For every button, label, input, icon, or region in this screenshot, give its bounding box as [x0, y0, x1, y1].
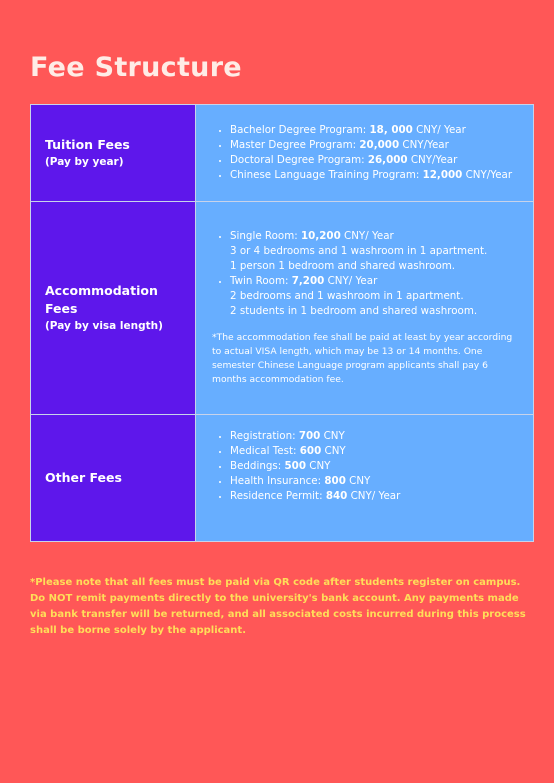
- fee-item-unit: CNY/ Year: [412, 124, 466, 136]
- category-name: Tuition Fees: [45, 137, 130, 152]
- fee-item: [230, 138, 527, 153]
- fee-item-unit: CNY/ Year: [347, 490, 401, 502]
- fee-item-value: 700: [298, 430, 321, 442]
- fee-item-unit: CNY: [320, 430, 345, 442]
- fee-item-detail: 3 or 4 bedrooms and 1 washroom in 1 apartment.: [230, 245, 488, 257]
- fee-list: [212, 429, 527, 504]
- category-cell-other: [31, 415, 196, 542]
- accommodation-note: *The accommodation fee shall be paid at least by year according to actual VISA length, which may be 13 or 14 months. One semester Chinese Language program applicants shall pay 6 months accommodation fee.: [212, 332, 513, 385]
- fee-item-value: 12,000: [422, 169, 463, 181]
- fee-item: [230, 459, 527, 474]
- fee-item-label: Health Insurance:: [230, 475, 325, 487]
- fee-item-value: 7,200: [291, 275, 325, 287]
- fee-item-unit: CNY/Year: [407, 154, 458, 166]
- fee-row-accommodation: [31, 202, 534, 415]
- detail-cell-accommodation: [196, 202, 534, 415]
- category-name: Other Fees: [45, 470, 122, 485]
- fee-item-label: Single Room:: [230, 230, 301, 242]
- fee-table: [30, 104, 534, 542]
- fee-item-detail: 2 bedrooms and 1 washroom in 1 apartment.: [230, 290, 464, 302]
- payment-notice: *Please note that all fees must be paid via QR code after students register on campus. Do NOT remit payments directly to the university's bank account. Any payments made via bank transfer will be returned, and all associated costs incurred during this process shall be borne solely by the applicant.: [30, 577, 526, 636]
- category-subtitle: (Pay by visa length): [45, 320, 163, 332]
- category-cell-accommodation: [31, 202, 196, 415]
- fee-list: [212, 229, 527, 319]
- fee-item: [230, 229, 527, 274]
- category-name: Accommodation Fees: [45, 283, 158, 316]
- fee-item-unit: CNY: [345, 475, 371, 487]
- fee-item-label: Twin Room:: [230, 275, 292, 287]
- fee-item-label: Chinese Language Training Program:: [230, 169, 423, 181]
- fee-list: [212, 123, 527, 183]
- fee-item-value: 600: [299, 445, 322, 457]
- fee-item-value: 26,000: [367, 154, 408, 166]
- fee-item-value: 18, 000: [369, 124, 413, 136]
- fee-item: [230, 153, 527, 168]
- fee-item: [230, 474, 527, 489]
- fee-item-label: Registration:: [230, 430, 299, 442]
- fee-item: [230, 489, 527, 504]
- fee-item: [230, 123, 527, 138]
- fee-item-value: 800: [324, 475, 346, 487]
- fee-item-label: Bachelor Degree Program:: [230, 124, 370, 136]
- fee-item-label: Master Degree Program:: [230, 139, 360, 151]
- fee-row-tuition: [31, 105, 534, 202]
- fee-item-unit: CNY/Year: [399, 139, 449, 151]
- fee-item-label: Doctoral Degree Program:: [230, 154, 368, 166]
- fee-item-value: 20,000: [359, 139, 400, 151]
- fee-item-label: Residence Permit:: [230, 490, 326, 502]
- category-subtitle: (Pay by year): [45, 156, 124, 168]
- detail-cell-tuition: [196, 105, 534, 202]
- fee-item: [230, 274, 527, 319]
- fee-item-detail: 1 person 1 bedroom and shared washroom.: [230, 260, 456, 272]
- fee-item-unit: CNY: [321, 445, 346, 457]
- fee-item-detail: 2 students in 1 bedroom and shared washroom.: [230, 305, 478, 317]
- category-cell-tuition: [31, 105, 196, 202]
- fee-item-value: 500: [284, 460, 307, 472]
- fee-item: [230, 168, 527, 183]
- detail-cell-other: [196, 415, 534, 542]
- page-title: Fee Structure: [30, 52, 242, 83]
- fee-item-value: 840: [325, 490, 348, 502]
- fee-item: [230, 429, 527, 444]
- fee-item-unit: CNY: [306, 460, 331, 472]
- fee-item-unit: CNY/ Year: [324, 275, 378, 287]
- fee-row-other: [31, 415, 534, 542]
- fee-item-value: 10,200: [301, 230, 341, 242]
- fee-item-label: Medical Test:: [230, 445, 300, 457]
- fee-item-unit: CNY/Year: [462, 169, 513, 181]
- fee-item: [230, 444, 527, 459]
- fee-item-unit: CNY/ Year: [340, 230, 394, 242]
- fee-item-label: Beddings:: [230, 460, 285, 472]
